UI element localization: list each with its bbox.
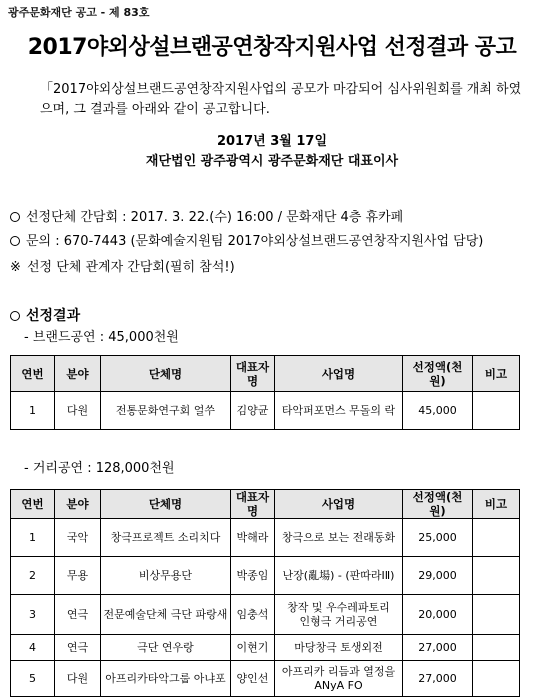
notice-date: 2017년 3월 17일	[216, 134, 328, 149]
table-cell: 아프리카타악그룹 아냐포	[101, 661, 231, 697]
column-header: 대표자명	[231, 356, 275, 392]
column-header: 분야	[55, 356, 101, 392]
circle-bullet-icon	[10, 311, 20, 321]
table-cell: 4	[11, 635, 55, 661]
table-cell	[473, 635, 520, 661]
column-header: 연번	[11, 490, 55, 519]
table-cell: 27,000	[403, 661, 473, 697]
column-header: 대표자명	[231, 490, 275, 519]
table-cell: 난장(亂場) - (판따라ⅠⅡ)	[275, 557, 403, 595]
reference-mark-icon: ※	[10, 260, 21, 275]
column-header: 선정액(천원)	[403, 356, 473, 392]
table-cell: 타악퍼포먼스 무돌의 락	[275, 392, 403, 430]
table-cell: 창작 및 우수레파토리 인형극 거리공연	[275, 595, 403, 635]
table-cell: 5	[11, 661, 55, 697]
column-header: 사업명	[275, 356, 403, 392]
table-cell	[473, 519, 520, 557]
table-cell: 다원	[55, 661, 101, 697]
table-cell: 전통문화연구회 얼쑤	[101, 392, 231, 430]
circle-bullet-icon	[10, 212, 20, 222]
table-header-row	[11, 356, 520, 392]
page-title: 2017야외상설브랜공연창작지원사업 선정결과 공고	[27, 35, 517, 60]
table-cell: 무용	[55, 557, 101, 595]
table-cell: 박종임	[231, 557, 275, 595]
table-cell: 박해라	[231, 519, 275, 557]
column-header: 비고	[473, 490, 520, 519]
table-cell: 창극으로 보는 전래동화	[275, 519, 403, 557]
table-cell: 다원	[55, 392, 101, 430]
table-row	[11, 392, 520, 430]
note-attendance: ※ 선정 단체 관계자 간담회(필히 참석!)	[10, 260, 235, 275]
table-cell	[473, 661, 520, 697]
table-cell: 1	[11, 519, 55, 557]
section-title: 선정결과	[10, 305, 80, 325]
column-header: 사업명	[275, 490, 403, 519]
table-cell: 전문예술단체 극단 파랑새	[101, 595, 231, 635]
table-cell: 25,000	[403, 519, 473, 557]
column-header: 연번	[11, 356, 55, 392]
table-row	[11, 661, 520, 697]
table-cell: 국악	[55, 519, 101, 557]
circle-bullet-icon	[10, 236, 20, 246]
brand-table	[10, 355, 520, 430]
table-cell: 연극	[55, 635, 101, 661]
table-cell	[473, 595, 520, 635]
table-cell: 3	[11, 595, 55, 635]
table-row	[11, 595, 520, 635]
table-row	[11, 557, 520, 595]
note-contact: 문의 : 670-7443 (문화예술지원팀 2017야외상설브랜드공연창작지원사업 담당)	[10, 230, 483, 249]
column-header: 분야	[55, 490, 101, 519]
street-table	[10, 489, 520, 697]
table-cell: 1	[11, 392, 55, 430]
table-cell: 양인선	[231, 661, 275, 697]
column-header: 선정액(천원)	[403, 490, 473, 519]
table-header-row	[11, 490, 520, 519]
table-cell: 임충석	[231, 595, 275, 635]
intro-paragraph: 「2017야외상설브랜드공연창작지원사업의 공모가 마감되어 심사위원회를 개최 하였으며, 그 결과를 아래와 같이 공고합니다.	[40, 82, 522, 117]
brand-subtitle: - 브랜드공연 : 45,000천원	[24, 330, 179, 345]
table-cell: 아프리카 리듬과 열정을 ANyA FO	[275, 661, 403, 697]
column-header: 비고	[473, 356, 520, 392]
table-cell: 김양균	[231, 392, 275, 430]
table-cell: 29,000	[403, 557, 473, 595]
column-header: 단체명	[101, 356, 231, 392]
table-cell: 마당창극 토생외전	[275, 635, 403, 661]
table-row	[11, 635, 520, 661]
notice-number: 광주문화재단 공고 - 제 83호	[8, 6, 150, 19]
table-cell: 연극	[55, 595, 101, 635]
table-cell: 창극프로젝트 소리치다	[101, 519, 231, 557]
issuer: 재단법인 광주광역시 광주문화재단 대표이사	[145, 154, 399, 169]
table-row	[11, 519, 520, 557]
street-subtitle: - 거리공연 : 128,000천원	[24, 461, 175, 476]
table-cell: 이현기	[231, 635, 275, 661]
table-cell	[473, 557, 520, 595]
table-cell: 27,000	[403, 635, 473, 661]
table-cell: 비상무용단	[101, 557, 231, 595]
table-cell: 45,000	[403, 392, 473, 430]
table-cell: 20,000	[403, 595, 473, 635]
column-header: 단체명	[101, 490, 231, 519]
table-cell: 극단 연우랑	[101, 635, 231, 661]
table-cell	[473, 392, 520, 430]
table-cell: 2	[11, 557, 55, 595]
note-meeting: 선정단체 간담회 : 2017. 3. 22.(수) 16:00 / 문화재단 4층 휴카페	[10, 206, 403, 225]
